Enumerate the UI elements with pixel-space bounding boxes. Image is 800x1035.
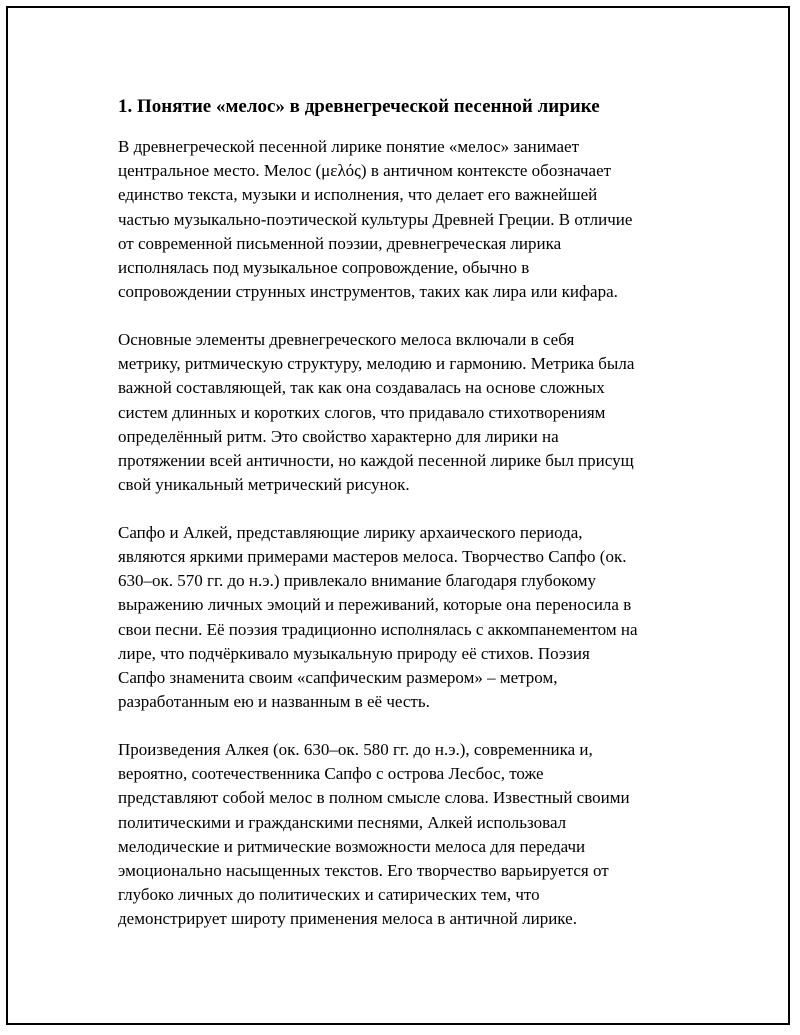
paragraph-sappho: Сапфо и Алкей, представляющие лирику архаического периода, являются яркими примерами мастеров мелоса. Творчество Сапфо (ок. 630–ок. 570 гг. до н.э.) привлекало внимание благодаря глубокому выражению личных эмоций и переживаний, которые она переносила в свои песни. Её поэзия традиционно исполнялась с аккомпанементом на лире, что подчёркивало музыкальную природу её стихов. Поэзия Сапфо знаменита своим «сапфическим размером» – метром, разработанным ею и названным в её честь. bbox=[118, 522, 638, 712]
section-heading: 1. Понятие «мелос» в древнегреческой песенной лирике bbox=[118, 96, 600, 117]
paragraph-melos-definition: В древнегреческой песенной лирике понятие «мелос» занимает центральное место. Мелос (μελός) в античном контексте обозначает единство текста, музыки и исполнения, что делает его важнейшей частью музыкально-поэтической культуры Древней Греции. В отличие от современной письменной поэзии, древнегреческая лирика исполнялась под музыкальное сопровождение, обычно в сопровождении струнных инструментов, таких как лира или кифара. bbox=[118, 137, 633, 302]
paragraph-melos-elements: Основные элементы древнегреческого мелоса включали в себя метрику, ритмическую структуру, мелодию и гармонию. Метрика была важной составляющей, так как она создавалась на основе сложных систем длинных и коротких слогов, что придавало стихотворениям определённый ритм. Это свойство характерно для лирики на протяжении всей античности, но каждой песенной лирике был присущ свой уникальный метрический рисунок. bbox=[118, 329, 635, 495]
document-body bbox=[118, 94, 688, 955]
paragraph-alcaeus: Произведения Алкея (ок. 630–ок. 580 гг. до н.э.), современника и, вероятно, соотечественника Сапфо с острова Лесбос, тоже представляют собой мелос в полном смысле слова. Известный своими политическими и гражданскими песнями, Алкей использовал мелодические и ритмические возможности мелоса для передачи эмоционально насыщенных текстов. Его творчество варьируется от глубоко личных до политических и сатирических тем, что демонстрирует широту применения мелоса в античной лирике. bbox=[118, 739, 630, 929]
